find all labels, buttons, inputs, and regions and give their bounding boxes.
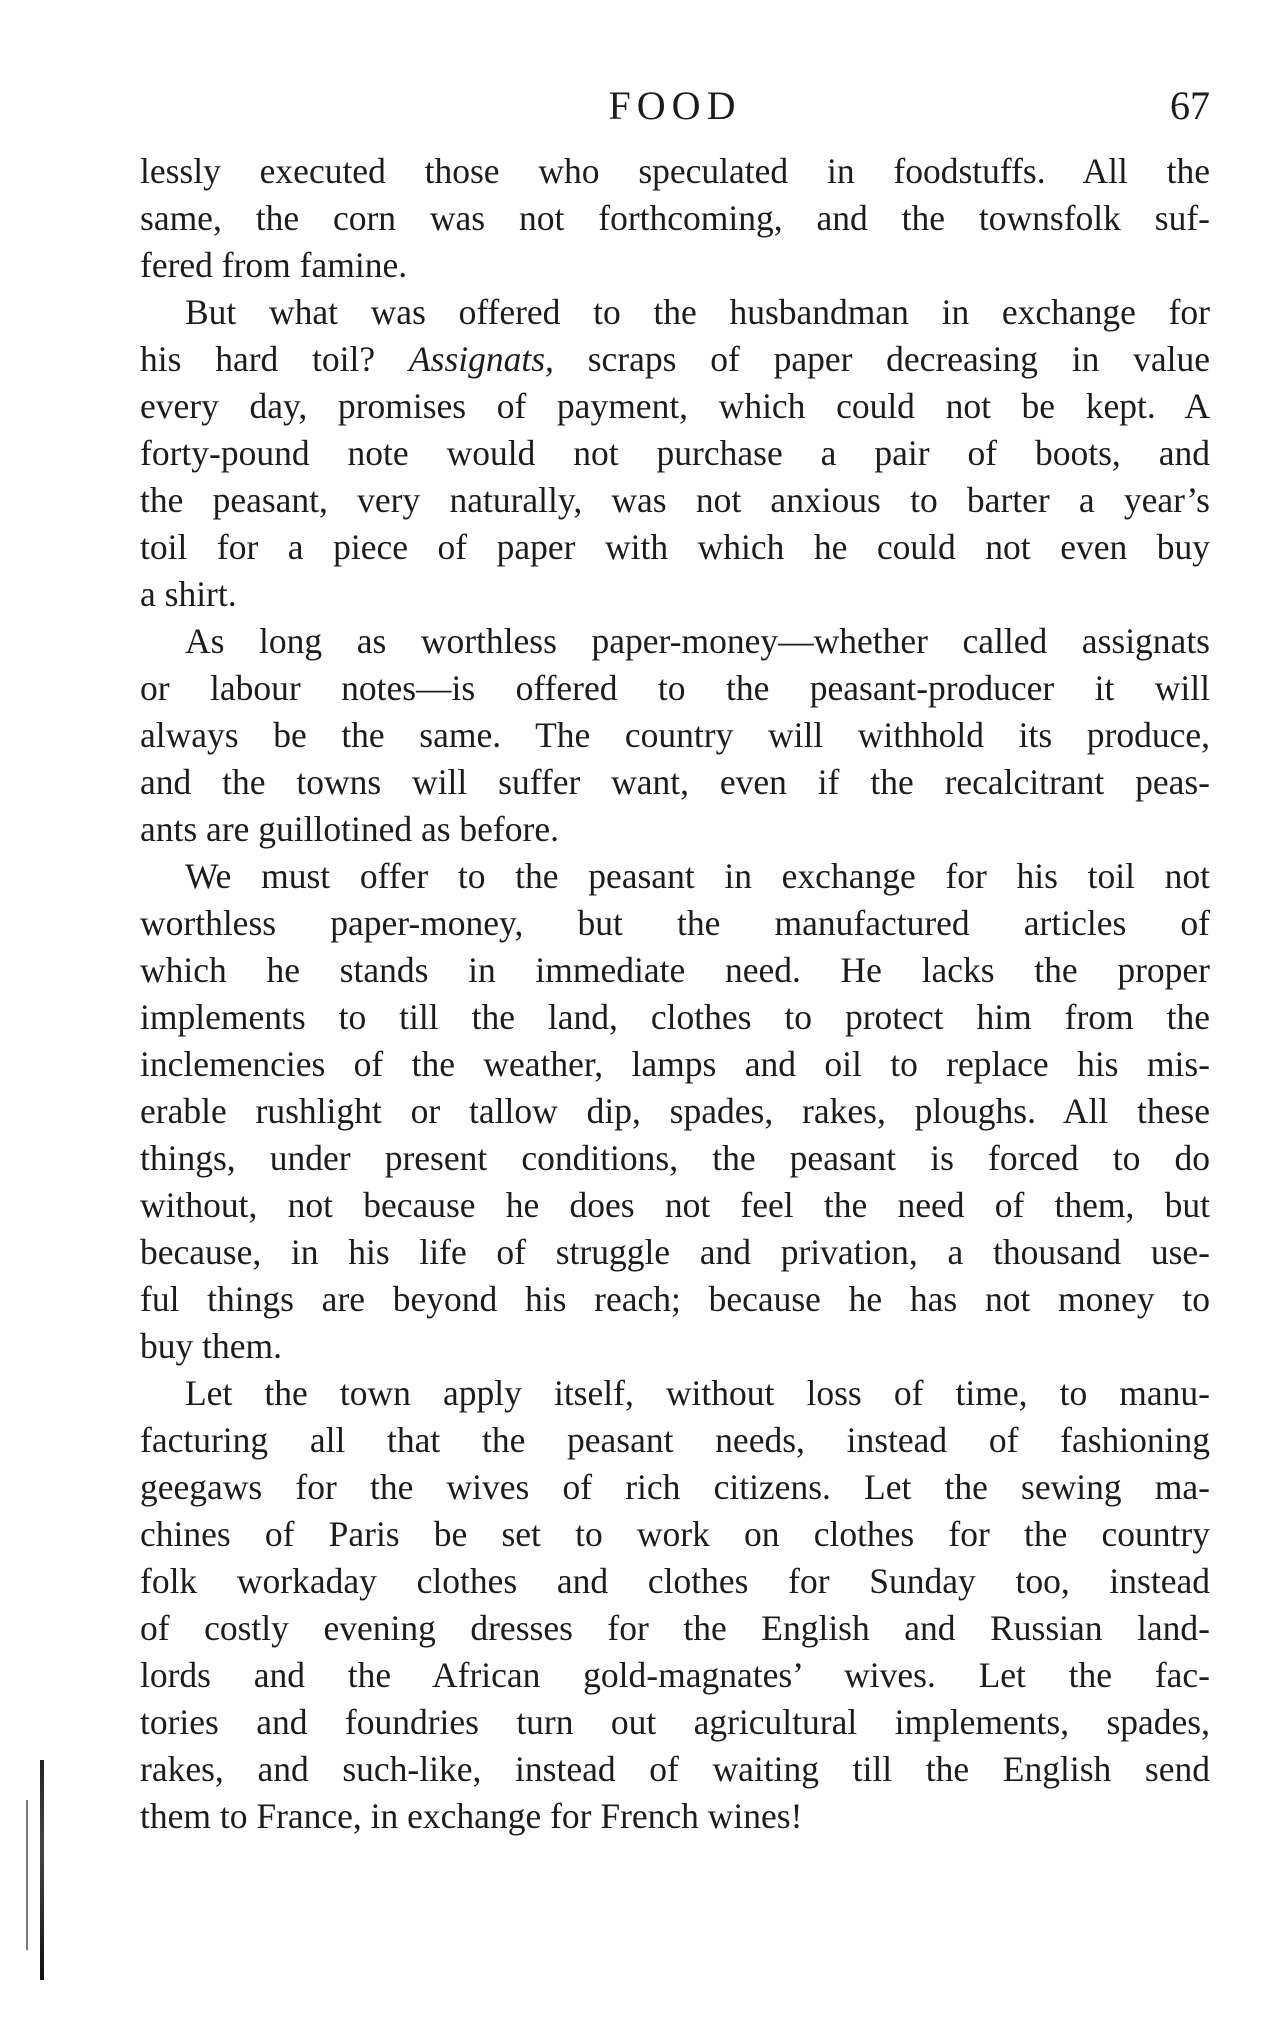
running-head: [140, 82, 1210, 142]
paragraph: [140, 1370, 1210, 1840]
text-line: toil for a piece of paper with which he could not even buy: [140, 527, 1210, 567]
paragraph: [140, 148, 1210, 289]
paragraph: [140, 618, 1210, 853]
text-line: fered from famine.: [140, 245, 408, 285]
text-line: because, in his life of struggle and privation, a thousand use-: [140, 1232, 1210, 1272]
text-line: inclemencies of the weather, lamps and oil to replace his mis-: [140, 1044, 1210, 1084]
text-line: the peasant, very naturally, was not anxious to barter a year’s: [140, 480, 1210, 520]
text-line: worthless paper-money, but the manufactured articles of: [140, 903, 1210, 943]
text-line: lessly executed those who speculated in foodstuffs. All the: [140, 151, 1210, 191]
text-line: ful things are beyond his reach; because he has not money to: [140, 1279, 1210, 1319]
page-number: 67: [1170, 83, 1210, 128]
text-line: As long as worthless paper-money—whether called assignats: [185, 621, 1210, 661]
text-line: lords and the African gold-magnates’ wives. Let the fac-: [140, 1655, 1210, 1695]
text-line: rakes, and such-like, instead of waiting till the English send: [140, 1749, 1210, 1789]
text-line: without, not because he does not feel the need of them, but: [140, 1185, 1210, 1225]
text-line: Let the town apply itself, without loss of time, to manu-: [185, 1373, 1210, 1413]
text-line: always be the same. The country will withhold its produce,: [140, 715, 1210, 755]
text-line: and the towns will suffer want, even if the recalcitrant peas-: [140, 762, 1210, 802]
body-text: [140, 148, 1210, 1840]
text-line: every day, promises of payment, which could not be kept. A: [140, 386, 1210, 426]
text-line: things, under present conditions, the peasant is forced to do: [140, 1138, 1210, 1178]
text-line: chines of Paris be set to work on clothes for the country: [140, 1514, 1210, 1554]
binding-edge-mark: [40, 1760, 44, 1980]
text-line: ants are guillotined as before.: [140, 809, 559, 849]
text-line: his hard toil? Assignats, scraps of paper decreasing in value: [140, 339, 1211, 379]
text-line: tories and foundries turn out agricultural implements, spades,: [140, 1702, 1210, 1742]
text-line: buy them.: [140, 1326, 282, 1366]
text-line: them to France, in exchange for French wines!: [140, 1796, 803, 1836]
text-line: folk workaday clothes and clothes for Sunday too, instead: [140, 1561, 1210, 1601]
text-line: facturing all that the peasant needs, instead of fashioning: [140, 1420, 1210, 1460]
binding-edge-shadow: [26, 1800, 28, 1950]
text-line: But what was offered to the husbandman in exchange for: [185, 292, 1210, 332]
text-line: of costly evening dresses for the English and Russian land-: [140, 1608, 1210, 1648]
text-line: implements to till the land, clothes to protect him from the: [140, 997, 1210, 1037]
text-line: a shirt.: [140, 574, 237, 614]
text-line: geegaws for the wives of rich citizens. Let the sewing ma-: [140, 1467, 1210, 1507]
text-line: or labour notes—is offered to the peasant-producer it will: [140, 668, 1210, 708]
text-line: same, the corn was not forthcoming, and the townsfolk suf-: [140, 198, 1210, 238]
paragraph: [140, 289, 1210, 618]
text-line: which he stands in immediate need. He lacks the proper: [140, 950, 1210, 990]
text-line: erable rushlight or tallow dip, spades, rakes, ploughs. All these: [140, 1091, 1210, 1131]
paragraph: [140, 853, 1210, 1370]
text-line: We must offer to the peasant in exchange for his toil not: [185, 856, 1210, 896]
running-title: FOOD: [608, 83, 742, 128]
text-line: forty-pound note would not purchase a pair of boots, and: [140, 433, 1210, 473]
